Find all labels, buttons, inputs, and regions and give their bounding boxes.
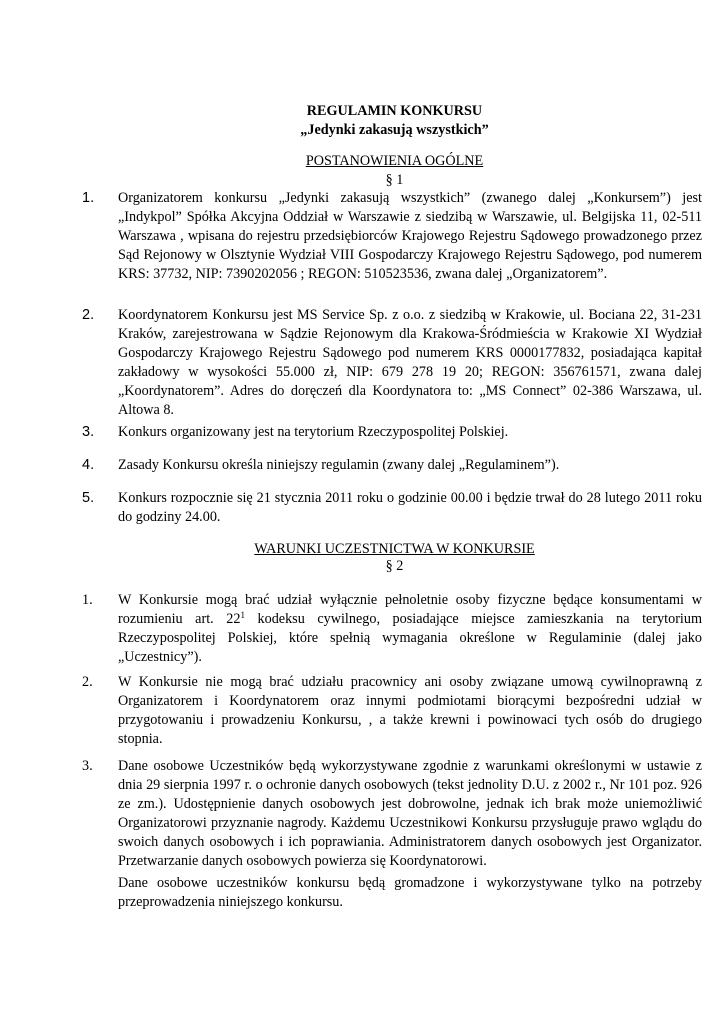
item-number: 2. [82,674,93,690]
document-subtitle: „Jedynki zakasują wszystkich” [300,122,489,138]
item-text-part: W Konkursie mogą brać udział wyłącznie pełnoletnie osoby fizyczne będące konsumentami w rozumieniu art. 22 [118,592,702,627]
item-text-part: kodeksu cywilnego, posiadające miejsce zamieszkania na terytorium Rzeczypospolitej Polskiej, które spełnią wymagania określone w Regulaminie (dalej jako „Uczestnicy”). [118,611,702,665]
item-text: Organizatorem konkursu „Jedynki zakasują wszystkich” (zwanego dalej „Konkursem”) jest „Indykpol” Spółka Akcyjna Oddział w Warszawie z siedzibą w Warszawie, ul. Belgijska 11, 02-511 Warszawa , wpisana do rejestru przedsiębiorców Krajowego Rejestru Sądowego prowadzonego przez Sąd Rejonowy w Olsztynie Wydział VIII Gospodarczy Krajowego Rejestru Sądowego, pod numerem KRS: 37732, NIP: 7390202056 ; REGON: 510523536, zwana dalej „Organizatorem”. [118,190,702,282]
item-text: Konkurs organizowany jest na terytorium Rzeczypospolitej Polskiej. [118,424,509,440]
item-number: 3. [82,424,95,440]
item-number: 5. [82,490,95,506]
item-text: Konkurs rozpocznie się 21 stycznia 2011 roku o godzinie 00.00 i będzie trwał do 28 lutego 2011 roku do godziny 24.00. [118,490,702,525]
section2-paragraph-mark: § 2 [385,558,404,574]
item-text: Zasady Konkursu określa niniejszy regulamin (zwany dalej „Regulaminem”). [118,457,560,473]
item-text: Dane osobowe Uczestników będą wykorzystywane zgodnie z warunkami określonymi w ustawie z dnia 29 sierpnia 1997 r. o ochronie danych osobowych (tekst jednolity D.U. z 2002 r., Nr 101 poz. 926 ze zm.). Udostępnienie danych osobowych jest dobrowolne, jednak ich brak może uniemożliwić Organizatorowi przyznanie nagrody. Każdemu Uczestnikowi Konkursu przysługuje prawo wglądu do swoich danych osobowych i ich poprawiania. Administratorem danych osobowych jest Organizator. Przetwarzanie danych osobowych powierza się Koordynatorowi. [118,758,702,869]
section2-heading: WARUNKI UCZESTNICTWA W KONKURSIE [254,541,535,557]
item-text: W Konkursie nie mogą brać udziału pracownicy ani osoby związane umową cywilnoprawną z Organizatorem i Koordynatorem oraz innymi podmiotami biorącymi bezpośredni udział w przygotowaniu i prowadzeniu Konkursu, , a także krewni i powinowaci tych osób do drugiego stopnia. [118,674,702,747]
section1-paragraph-mark: § 1 [385,172,404,188]
item-number: 1. [82,592,93,608]
item-number: 3. [82,758,93,774]
item-text: Koordynatorem Konkursu jest MS Service Sp. z o.o. z siedzibą w Krakowie, ul. Bociana 22, 31-231 Kraków, zarejestrowana w Sądzie Rejonowym dla Krakowa-Śródmieścia w Krakowie XI Wydział Gospodarczy Krajowego Rejestru Sądowego pod numerem KRS 0000177832, posiadająca kapitał zakładowy w wysokości 55.000 zł, NIP: 679 278 19 20; REGON: 356761571, zwana dalej „Koordynatorem”. Adres do doręczeń dla Koordynatora to: „MS Connect” 02-386 Warszawa, ul. Altowa 8. [118,307,702,418]
section1-heading: POSTANOWIENIA OGÓLNE [305,153,484,169]
section2-extra-paragraph: Dane osobowe uczestników konkursu będą gromadzone i wykorzystywane tylko na potrzeby przeprowadzenia niniejszego konkursu. [118,875,702,910]
item-text [118,591,702,667]
item-number: 2. [82,307,95,323]
footnote-superscript: 1 [240,610,245,620]
document-title: REGULAMIN KONKURSU [306,103,483,119]
item-number: 1. [82,190,95,206]
item-number: 4. [82,457,95,473]
